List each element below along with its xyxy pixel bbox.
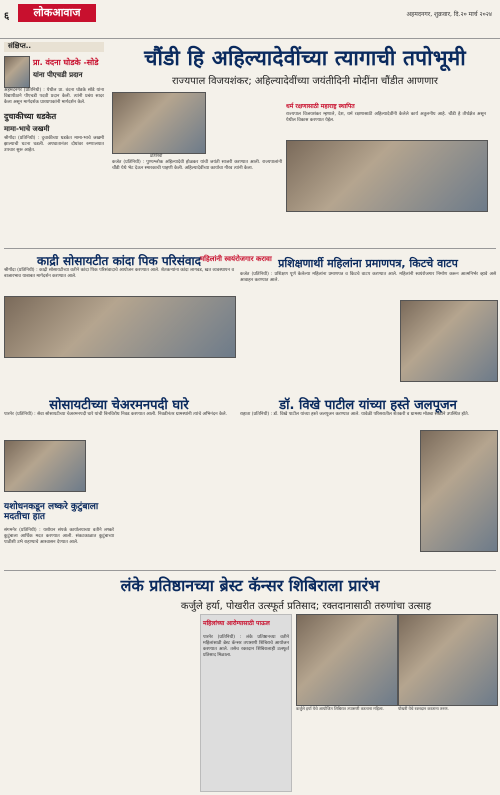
page-number: ६ xyxy=(4,11,10,22)
article5-body: राहाता (प्रतिनिधी) : डॉ. विखे पाटील यांच्या हस्ते जलपूजन करण्यात आले. यावेळी परिसरातील शेतकरी व ग्रामस्थ मोठ्या संख्येने उपस्थित होते. xyxy=(240,412,470,417)
article7-title: लंके प्रतिष्ठानच्या ब्रेस्ट कॅन्सर शिबिराला प्रारंभ xyxy=(120,576,380,595)
lead-redbox-title: धर्म रक्षणासाठी महाराष्ट्र स्थापित xyxy=(286,103,355,110)
article4-title: सोसायटीच्या चेअरमनपदी घारे xyxy=(49,398,189,413)
article7-photo-2 xyxy=(398,614,498,706)
dateline: अहमदनगर, शुक्रवार, दि.२० मार्च २०२४ xyxy=(406,11,492,18)
main-subheadline: राज्यपाल विजयशंकर; अहिल्यादेवींच्या जयंतीदिनी मोदींना चौंडीत आणणार xyxy=(171,76,439,87)
sidebar-item1-sub: यांना पीएचडी प्रदान xyxy=(33,71,83,79)
article2-photo xyxy=(4,296,236,358)
article7-caption-2: पोखरी येथे रक्तदान करताना तरुण. xyxy=(398,706,449,711)
article2-body: श्रीगोंदा (प्रतिनिधी) : काद्री सोसायटीच्या वतीने कांदा पिक परिसंवादाचे आयोजन करण्यात आले. शेतकऱ्यांना कांदा लागवड, खत व्यवस्थापन व बाजारभाव याबाबत मार्गदर्शन करण्यात आले. xyxy=(4,268,234,279)
divider-2 xyxy=(4,570,496,571)
profile-photo xyxy=(4,56,30,88)
article7-box-title: महिलांच्या आरोग्यासाठी पाऊल xyxy=(203,620,270,627)
sidebar-label: संक्षिप्त.. xyxy=(4,42,104,52)
article7-photo-1 xyxy=(296,614,398,706)
sidebar-item2-title: दुचाकीच्या धडकेत xyxy=(4,112,57,121)
main-headline: चौंडी हि अहिल्यादेवींच्या त्यागाची तपोभूमी xyxy=(144,46,466,70)
newspaper-logo: लोकआवाज xyxy=(18,4,96,22)
article3-body: कर्जत (प्रतिनिधी) : प्रशिक्षण पूर्ण केलेल्या महिलांना प्रमाणपत्र व किटचे वाटप करण्यात आले. महिलांनी स्वयंरोजगार निर्माण करून आत्मनिर्भर व्हावे असे आवाहन करण्यात आले. xyxy=(240,272,496,283)
article7-subtitle: कर्जुले हर्या, पोखरीत उत्स्फूर्त प्रतिसाद; रक्तदानासाठी तरुणांचा उत्साह xyxy=(180,601,432,612)
article7-box-body: पारनेर (प्रतिनिधी) : लंके प्रतिष्ठानच्या वतीने महिलांसाठी ब्रेस्ट कॅन्सर तपासणी शिबिराचे आयोजन करण्यात आले. तसेच रक्तदान शिबिरालाही उत्स्फूर्त प्रतिसाद मिळाला. xyxy=(203,635,289,658)
sidebar-item2-sub: मामा-भाचे जखमी xyxy=(4,125,50,133)
article6-body: संगमनेर (प्रतिनिधी) : यशोधन संपर्क कार्यालयाच्या वतीने लष्करे कुटुंबाला आर्थिक मदत करण्यात आली. संकटकाळात कुटुंबाच्या पाठीशी उभे राहण्याचे आश्वासन देण्यात आले. xyxy=(4,528,114,545)
article4-body: पारनेर (प्रतिनिधी) : सेवा सोसायटीच्या चेअरमनपदी घारे यांची बिनविरोध निवड करण्यात आली. निवडीनंतर ग्रामस्थांनी त्यांचे अभिनंदन केले. xyxy=(4,412,228,417)
article6-title: यशोधनकडून लष्करे कुटुंबाला मदतीचा हात xyxy=(4,502,99,522)
sidebar-item2-body: श्रीगोंदा (प्रतिनिधी) : दुचाकीच्या धडकेत मामा-भाचे जखमी झाल्याची घटना घडली. अपघातानंतर दोघांवर रुग्णालयात उपचार सुरू आहेत. xyxy=(4,136,104,153)
sidebar-item1-title: प्रा. वंदना घोडके -सोडे xyxy=(33,58,99,67)
article4-photo xyxy=(4,440,86,492)
lead-photo xyxy=(112,92,206,154)
article3-photo xyxy=(400,300,498,382)
article5-photo xyxy=(420,430,498,552)
sidebar-column xyxy=(4,56,104,154)
divider xyxy=(4,248,496,249)
sidebar-item1-body: अहमदनगर (प्रतिनिधी) : येथील प्रा. वंदना घोडके सोडे यांना विद्यापीठाने पीएचडी पदवी प्रदान केली. त्यांनी प्रबंध सादर केला असून मार्गदर्शक प्राध्यापकांनी मार्गदर्शन केले. xyxy=(4,88,104,105)
lead-body: कर्जत (प्रतिनिधी) : पुण्यश्लोक अहिल्यादेवी होळकर यांची जयंती साजरी करण्यात आली. राज्यपालांनी चौंडी येथे भेट देऊन स्मारकाची पाहणी केली. अहिल्यादेवींच्या कार्याचा गौरव त्यांनी केला. xyxy=(112,160,282,171)
article7-caption-1: कर्जुले हर्या येथे आयोजित शिबिरात तपासणी करताना महिला. xyxy=(296,706,384,711)
article7-sidebox xyxy=(200,614,292,792)
article2-title: काद्री सोसायटीत कांदा पिक परिसंवाद xyxy=(37,254,201,268)
lead-redbox-body: राज्यपाल विजयशंकर म्हणाले, देश, धर्म रक्षणासाठी अहिल्यादेवींनी केलेले कार्य अतुलनीय आहे. चौंडी हे तीर्थक्षेत्र असून येथील विकास करण्यात येईल. xyxy=(286,112,486,123)
article5-title: डॉ. विखे पाटील यांच्या हस्ते जलपूजन xyxy=(279,398,457,413)
lead-photo-2 xyxy=(286,140,488,212)
article3-sub: महिलांनी स्वयंरोजगार करावा xyxy=(200,255,272,263)
article3-title: प्रशिक्षणार्थी महिलांना प्रमाणपत्र, किटचे वाटप xyxy=(278,257,458,270)
lead-byline: प्रतिनिधी xyxy=(150,153,163,158)
